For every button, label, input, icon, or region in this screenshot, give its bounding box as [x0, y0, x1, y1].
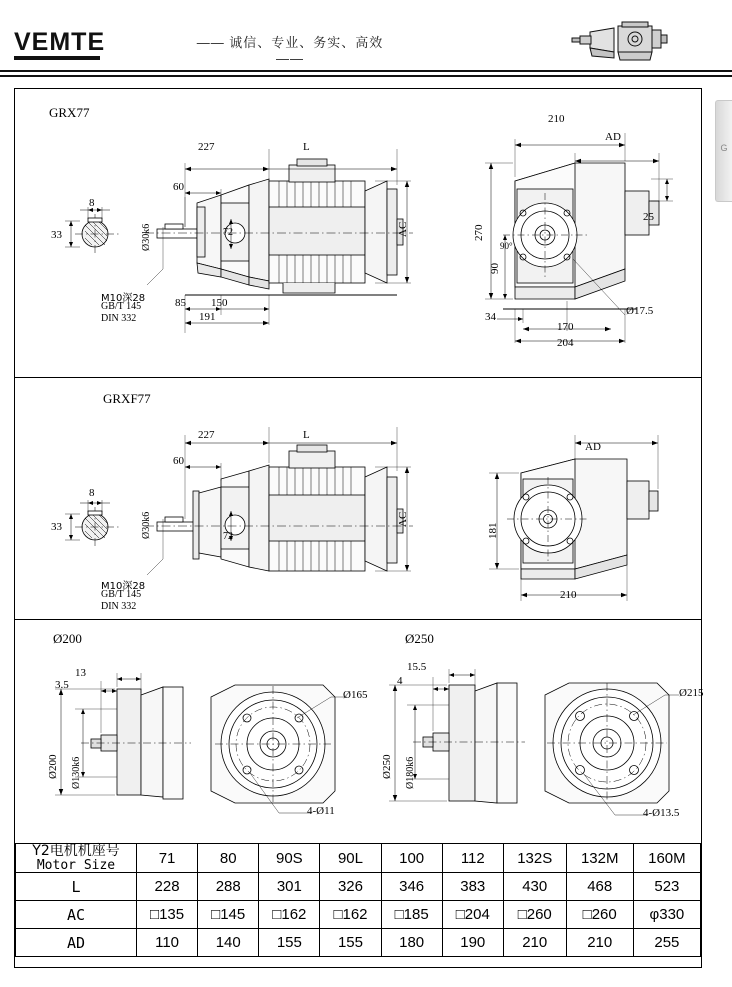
section-title-grxf77: GRXF77	[103, 391, 151, 406]
dim-grx77-150: 150	[211, 297, 228, 309]
table-header-label	[16, 844, 137, 873]
table-cell: 190	[442, 929, 503, 957]
brand-logo: VEMTE	[14, 28, 106, 56]
dim-grxf77-AC: AC	[397, 511, 409, 527]
dim-grxf77-210: 210	[560, 589, 577, 601]
table-cell: □260	[503, 901, 566, 929]
dim-f250-holes: 4-Ø13.5	[643, 807, 680, 819]
table-cell: 301	[259, 873, 320, 901]
dim-grxf77-60: 60	[173, 455, 184, 467]
side-scroll-tab[interactable]	[715, 100, 732, 202]
table-cell: □145	[198, 901, 259, 929]
table-cell: 523	[633, 873, 700, 901]
motor-size-cell: 90L	[320, 844, 381, 873]
table-cell: 210	[503, 929, 566, 957]
motor-size-cell: 132S	[503, 844, 566, 873]
table-cell: □204	[442, 901, 503, 929]
dim-grx77-227: 227	[198, 141, 215, 153]
table-row	[16, 873, 701, 901]
grx77-end-view-drawing	[455, 119, 705, 369]
motor-size-table	[15, 843, 701, 957]
motor-size-cell: 160M	[633, 844, 700, 873]
table-cell: 288	[198, 873, 259, 901]
dim-f200-165: Ø165	[343, 689, 368, 701]
grxf77-side-view-drawing	[35, 407, 455, 617]
dim-grx77-210: 210	[548, 113, 565, 125]
dim-grx77-270: 270	[473, 224, 485, 241]
table-cell: 110	[137, 929, 198, 957]
gearbox-icon	[560, 18, 670, 70]
table-cell: 228	[137, 873, 198, 901]
side-tab-label: G	[720, 143, 728, 153]
table-cell: 180	[381, 929, 442, 957]
note-grxf77-std1: GB/T 145	[101, 589, 142, 600]
dim-grxf77-72: 72	[223, 531, 233, 542]
section-divider-1	[15, 377, 701, 378]
section-divider-2	[15, 619, 701, 620]
table-cell: □135	[137, 901, 198, 929]
grx77-side-view-drawing	[35, 119, 455, 369]
motor-size-cell: 90S	[259, 844, 320, 873]
dim-grx77-170: 170	[557, 321, 574, 333]
table-cell: 155	[259, 929, 320, 957]
row-label-AD: AD	[16, 929, 137, 957]
table-cell: 383	[442, 873, 503, 901]
section-title-flange250: Ø250	[405, 631, 434, 646]
table-cell: 430	[503, 873, 566, 901]
dim-grx77-17-5: Ø17.5	[626, 305, 654, 317]
section-title-grx77: GRX77	[49, 105, 90, 120]
table-header-label-en: Motor Size	[36, 857, 116, 873]
table-cell: □162	[320, 901, 381, 929]
drawing-frame	[14, 88, 702, 968]
dim-f250-180k6: Ø180k6	[405, 756, 416, 789]
table-cell: 468	[566, 873, 633, 901]
dim-f250-250: Ø250	[381, 754, 393, 779]
motor-size-cell: 100	[381, 844, 442, 873]
dim-grxf77-8: 8	[89, 487, 95, 499]
dim-f250-15-5: 15.5	[407, 661, 427, 673]
dim-grx77-34: 34	[485, 311, 496, 323]
table-cell: 155	[320, 929, 381, 957]
dim-f200-13: 13	[75, 667, 86, 679]
row-label-L: L	[16, 873, 137, 901]
dim-grxf77-L: L	[303, 429, 310, 441]
dim-f200-130k6: Ø130k6	[71, 756, 82, 789]
table-cell: 210	[566, 929, 633, 957]
table-row	[16, 929, 701, 957]
dim-f200-holes: 4-Ø11	[307, 805, 335, 817]
dim-grx77-d30k6: Ø30k6	[141, 223, 152, 251]
note-grx77-std2: DIN 332	[101, 313, 137, 324]
table-cell: 255	[633, 929, 700, 957]
dim-grx77-8: 8	[89, 197, 95, 209]
dim-f250-4: 4	[397, 675, 403, 687]
dim-grxf77-d30k6: Ø30k6	[141, 511, 152, 539]
dim-grx77-60: 60	[173, 181, 184, 193]
dim-grxf77-227: 227	[198, 429, 215, 441]
dim-grx77-191: 191	[199, 311, 216, 323]
dim-grx77-L: L	[303, 141, 310, 153]
table-cell: □162	[259, 901, 320, 929]
motor-size-cell: 71	[137, 844, 198, 873]
dim-grx77-25: 25	[643, 211, 654, 223]
motor-size-cell: 80	[198, 844, 259, 873]
table-row	[16, 901, 701, 929]
dim-grxf77-AD: AD	[585, 441, 601, 453]
company-slogan: —— 诚信、专业、务实、高效 ——	[196, 35, 384, 66]
dim-grx77-AD: AD	[605, 131, 621, 143]
note-grxf77-std2: DIN 332	[101, 601, 137, 612]
brand-underline	[14, 56, 100, 60]
note-grx77-std1: GB/T 145	[101, 301, 142, 312]
dim-grxf77-181: 181	[487, 522, 499, 539]
dim-grxf77-33: 33	[51, 521, 62, 533]
table-cell: □260	[566, 901, 633, 929]
dim-f200-3-5: 3.5	[55, 679, 69, 691]
grxf77-end-view-drawing	[465, 419, 695, 609]
table-cell: 140	[198, 929, 259, 957]
dim-grx77-90: 90	[489, 263, 501, 274]
dim-grx77-85: 85	[175, 297, 186, 309]
table-header-row	[16, 844, 701, 873]
section-title-flange200: Ø200	[53, 631, 82, 646]
dim-f250-215: Ø215	[679, 687, 704, 699]
motor-size-cell: 112	[442, 844, 503, 873]
table-cell: □185	[381, 901, 442, 929]
dim-grx77-AC: AC	[397, 221, 409, 237]
motor-size-cell: 132M	[566, 844, 633, 873]
note-grxf77-thread: M10深28	[101, 581, 146, 592]
row-label-AC: AC	[16, 901, 137, 929]
dim-grx77-angle: 90°	[500, 241, 513, 251]
table-cell: 346	[381, 873, 442, 901]
dim-grx77-204: 204	[557, 337, 574, 349]
dim-grx77-33: 33	[51, 229, 62, 241]
table-body	[16, 844, 701, 957]
page-header	[0, 0, 732, 80]
table-header-label-cn: Y2电机机座号	[32, 843, 120, 859]
header-divider	[0, 70, 732, 77]
dim-f200-200: Ø200	[47, 754, 59, 779]
table-cell: φ330	[633, 901, 700, 929]
dim-grx77-72: 72	[223, 227, 233, 238]
note-grx77-thread: M10深28	[101, 293, 146, 304]
table-cell: 326	[320, 873, 381, 901]
